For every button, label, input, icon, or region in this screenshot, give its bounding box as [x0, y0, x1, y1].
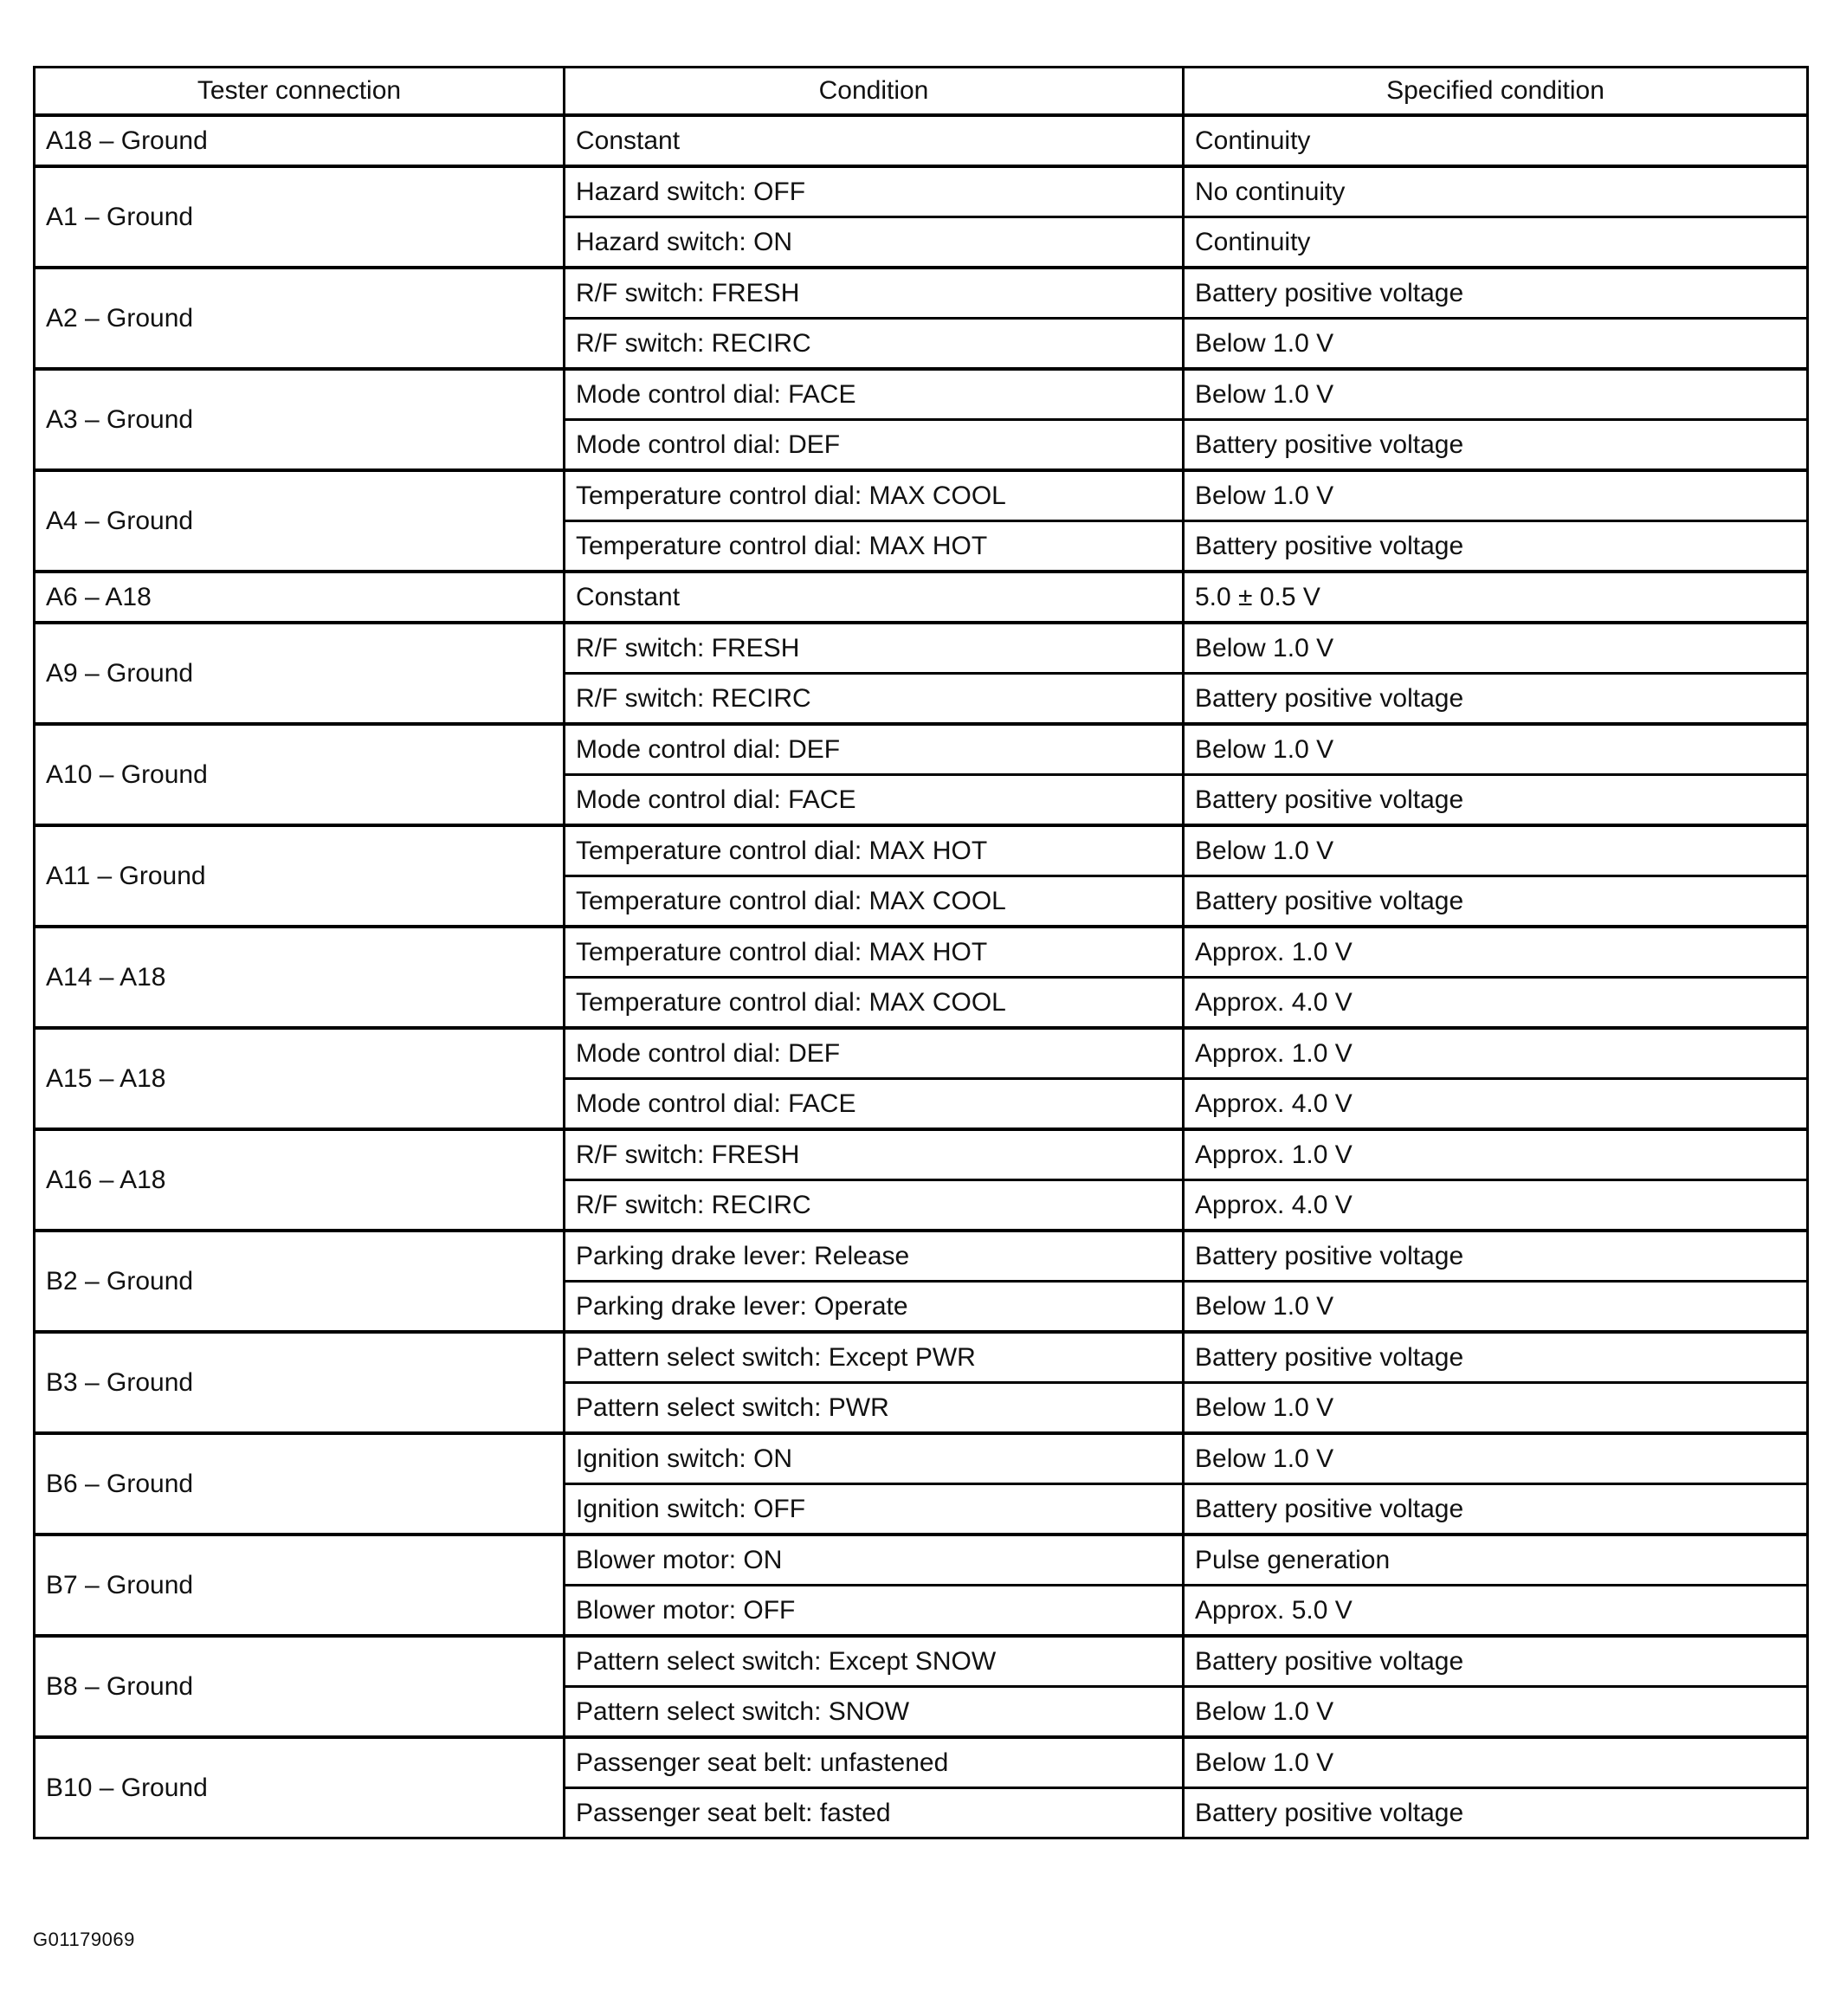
table-row — [35, 724, 1808, 775]
condition-cell: Parking drake lever: Operate — [565, 1282, 1184, 1333]
table-row — [35, 1737, 1808, 1788]
specified-condition-cell: Approx. 4.0 V — [1184, 1180, 1808, 1231]
figure-code: G01179069 — [33, 1929, 135, 1950]
header-condition: Condition — [565, 68, 1184, 116]
specified-condition-cell: Battery positive voltage — [1184, 521, 1808, 572]
table-row — [35, 927, 1808, 978]
condition-cell: Temperature control dial: MAX COOL — [565, 978, 1184, 1029]
condition-cell: Passenger seat belt: fasted — [565, 1788, 1184, 1838]
condition-cell: Pattern select switch: SNOW — [565, 1687, 1184, 1738]
tester-connection-cell: A16 – A18 — [35, 1129, 565, 1231]
tester-connection-cell: A4 – Ground — [35, 470, 565, 572]
tester-connection-cell: A2 – Ground — [35, 268, 565, 369]
specified-condition-cell: 5.0 ± 0.5 V — [1184, 572, 1808, 623]
table-row — [35, 1028, 1808, 1079]
header-row — [35, 68, 1808, 116]
tester-connection-cell: B8 – Ground — [35, 1636, 565, 1737]
header-specified-condition: Specified condition — [1184, 68, 1808, 116]
tester-connection-cell: A18 – Ground — [35, 115, 565, 166]
specified-condition-cell: Below 1.0 V — [1184, 369, 1808, 420]
condition-cell: Mode control dial: DEF — [565, 724, 1184, 775]
specified-condition-cell: Battery positive voltage — [1184, 1636, 1808, 1687]
table-row — [35, 369, 1808, 420]
table-body — [35, 115, 1808, 1838]
table-row — [35, 1129, 1808, 1180]
tester-connection-cell: A3 – Ground — [35, 369, 565, 470]
condition-cell: Blower motor: OFF — [565, 1586, 1184, 1637]
tester-connection-table — [33, 66, 1809, 1839]
condition-cell: Mode control dial: FACE — [565, 1079, 1184, 1130]
specified-condition-cell: Below 1.0 V — [1184, 1687, 1808, 1738]
condition-cell: R/F switch: RECIRC — [565, 1180, 1184, 1231]
tester-connection-cell: A14 – A18 — [35, 927, 565, 1028]
specified-condition-cell: Battery positive voltage — [1184, 1332, 1808, 1383]
table-row — [35, 470, 1808, 521]
table-row — [35, 1535, 1808, 1586]
specified-condition-cell: Approx. 1.0 V — [1184, 927, 1808, 978]
tester-connection-cell: B10 – Ground — [35, 1737, 565, 1838]
specified-condition-cell: Below 1.0 V — [1184, 724, 1808, 775]
specified-condition-cell: Below 1.0 V — [1184, 470, 1808, 521]
condition-cell: Temperature control dial: MAX HOT — [565, 927, 1184, 978]
specified-condition-cell: Battery positive voltage — [1184, 775, 1808, 826]
condition-cell: R/F switch: RECIRC — [565, 319, 1184, 370]
condition-cell: Constant — [565, 572, 1184, 623]
tester-connection-cell: B7 – Ground — [35, 1535, 565, 1636]
condition-cell: Temperature control dial: MAX COOL — [565, 470, 1184, 521]
condition-cell: R/F switch: RECIRC — [565, 674, 1184, 725]
condition-cell: Temperature control dial: MAX HOT — [565, 825, 1184, 876]
specified-condition-cell: Below 1.0 V — [1184, 1383, 1808, 1434]
condition-cell: Constant — [565, 115, 1184, 166]
table-row — [35, 115, 1808, 166]
table-row — [35, 1332, 1808, 1383]
condition-cell: Ignition switch: ON — [565, 1433, 1184, 1484]
tester-connection-cell: A15 – A18 — [35, 1028, 565, 1129]
tester-connection-cell: A1 – Ground — [35, 166, 565, 268]
condition-cell: Mode control dial: FACE — [565, 775, 1184, 826]
table-header — [35, 68, 1808, 116]
condition-cell: Mode control dial: DEF — [565, 1028, 1184, 1079]
specified-condition-cell: Battery positive voltage — [1184, 674, 1808, 725]
specified-condition-cell: Battery positive voltage — [1184, 420, 1808, 471]
tester-connection-cell: A9 – Ground — [35, 623, 565, 724]
table-row — [35, 268, 1808, 319]
specified-condition-cell: Below 1.0 V — [1184, 1737, 1808, 1788]
specified-condition-cell: Below 1.0 V — [1184, 825, 1808, 876]
condition-cell: Blower motor: ON — [565, 1535, 1184, 1586]
specified-condition-cell: Battery positive voltage — [1184, 268, 1808, 319]
table-row — [35, 1433, 1808, 1484]
specified-condition-cell: Below 1.0 V — [1184, 1433, 1808, 1484]
condition-cell: Ignition switch: OFF — [565, 1484, 1184, 1535]
specified-condition-cell: Continuity — [1184, 217, 1808, 268]
specified-condition-cell: Continuity — [1184, 115, 1808, 166]
condition-cell: Hazard switch: ON — [565, 217, 1184, 268]
specified-condition-cell: Pulse generation — [1184, 1535, 1808, 1586]
specified-condition-cell: Approx. 4.0 V — [1184, 1079, 1808, 1130]
condition-cell: Pattern select switch: Except SNOW — [565, 1636, 1184, 1687]
condition-cell: Parking drake lever: Release — [565, 1231, 1184, 1282]
specified-condition-cell: Below 1.0 V — [1184, 623, 1808, 674]
tester-connection-cell: B2 – Ground — [35, 1231, 565, 1332]
condition-cell: R/F switch: FRESH — [565, 268, 1184, 319]
table-row — [35, 166, 1808, 217]
table-row — [35, 572, 1808, 623]
specified-condition-cell: Approx. 5.0 V — [1184, 1586, 1808, 1637]
tester-connection-cell: A10 – Ground — [35, 724, 565, 825]
tester-connection-cell: B3 – Ground — [35, 1332, 565, 1433]
specified-condition-cell: Below 1.0 V — [1184, 319, 1808, 370]
condition-cell: Hazard switch: OFF — [565, 166, 1184, 217]
condition-cell: Pattern select switch: Except PWR — [565, 1332, 1184, 1383]
specified-condition-cell: Approx. 1.0 V — [1184, 1129, 1808, 1180]
condition-cell: Pattern select switch: PWR — [565, 1383, 1184, 1434]
condition-cell: Mode control dial: FACE — [565, 369, 1184, 420]
specified-condition-cell: Below 1.0 V — [1184, 1282, 1808, 1333]
condition-cell: Passenger seat belt: unfastened — [565, 1737, 1184, 1788]
table-row — [35, 1636, 1808, 1687]
condition-cell: Mode control dial: DEF — [565, 420, 1184, 471]
condition-cell: R/F switch: FRESH — [565, 623, 1184, 674]
header-tester-connection: Tester connection — [35, 68, 565, 116]
specified-condition-cell: Approx. 4.0 V — [1184, 978, 1808, 1029]
table-row — [35, 1231, 1808, 1282]
specified-condition-cell: Battery positive voltage — [1184, 876, 1808, 927]
condition-cell: Temperature control dial: MAX COOL — [565, 876, 1184, 927]
specified-condition-cell: No continuity — [1184, 166, 1808, 217]
table-row — [35, 623, 1808, 674]
condition-cell: Temperature control dial: MAX HOT — [565, 521, 1184, 572]
condition-cell: R/F switch: FRESH — [565, 1129, 1184, 1180]
tester-connection-cell: A11 – Ground — [35, 825, 565, 927]
tester-connection-cell: A6 – A18 — [35, 572, 565, 623]
specified-condition-cell: Approx. 1.0 V — [1184, 1028, 1808, 1079]
specified-condition-cell: Battery positive voltage — [1184, 1484, 1808, 1535]
specified-condition-cell: Battery positive voltage — [1184, 1788, 1808, 1838]
tester-connection-cell: B6 – Ground — [35, 1433, 565, 1535]
specified-condition-cell: Battery positive voltage — [1184, 1231, 1808, 1282]
table-row — [35, 825, 1808, 876]
